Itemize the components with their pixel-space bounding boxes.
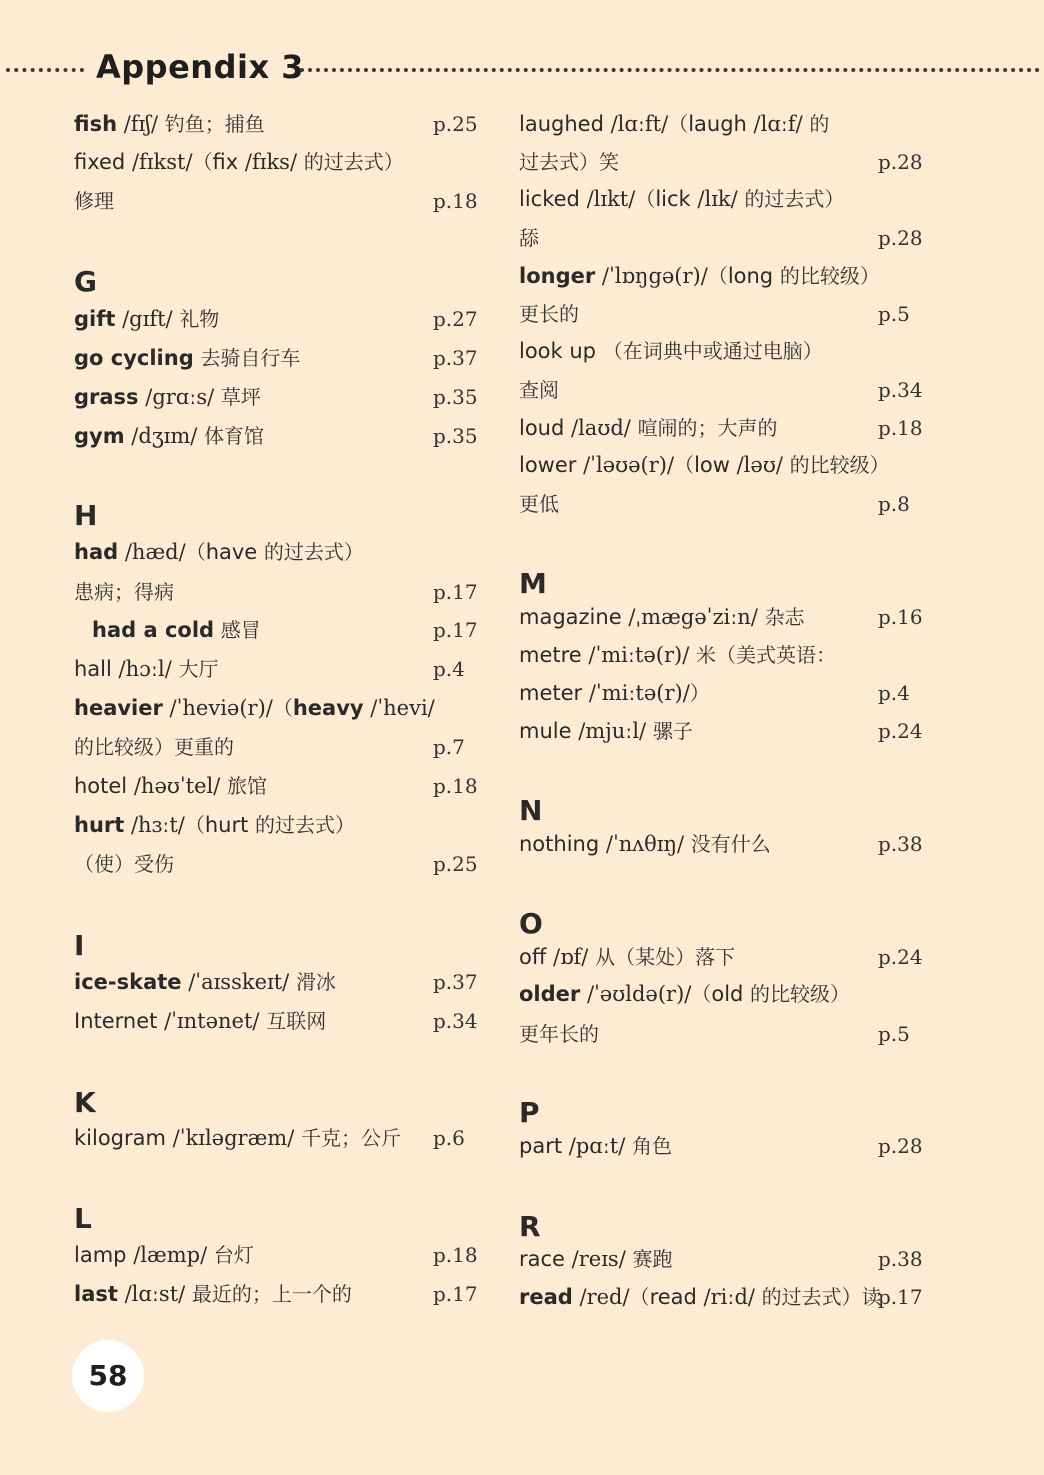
definition: 礼物 <box>179 307 220 331</box>
bracket: （ <box>192 150 213 174</box>
section-letter-m: M <box>519 567 547 600</box>
headword: older <box>519 982 581 1006</box>
headword: read <box>519 1285 573 1309</box>
definition: 的比较级） <box>789 453 890 477</box>
definition: 台灯 <box>213 1243 254 1267</box>
phonetic: /lɑːst/ <box>124 1282 186 1306</box>
headword: race <box>519 1247 565 1271</box>
page-ref: p.28 <box>878 150 923 174</box>
entry-hurt-cont <box>74 846 484 882</box>
headword: last <box>74 1282 118 1306</box>
page-ref: p.16 <box>878 605 923 629</box>
phonetic: /riːd/ <box>703 1285 755 1309</box>
section-letter-g: G <box>74 265 97 298</box>
page-ref: p.35 <box>433 385 478 409</box>
page-ref: p.34 <box>878 378 923 402</box>
entry-meter <box>519 675 929 711</box>
entry-read <box>519 1279 929 1315</box>
entry-lamp <box>74 1237 484 1273</box>
page-ref: p.38 <box>878 832 923 856</box>
phonetic: /fɪʃ/ <box>123 112 159 136</box>
entry-heavier <box>74 690 484 726</box>
headword: lamp <box>74 1243 127 1267</box>
definition: 的过去式） <box>263 540 364 564</box>
entry-gym <box>74 418 484 454</box>
phonetic: /ˈləʊə(r)/ <box>583 453 675 477</box>
definition: 查阅 <box>519 378 559 402</box>
page-ref: p.18 <box>433 774 478 798</box>
entry-part <box>519 1128 929 1164</box>
page-ref: p.24 <box>878 945 923 969</box>
phonetic: /ˈaɪsskeɪt/ <box>188 970 290 994</box>
headword-ref: hurt <box>204 813 249 837</box>
definition: 的过去式） <box>744 187 845 211</box>
phonetic: /ˈəʊldə(r)/ <box>586 982 692 1006</box>
entry-hotel <box>74 768 484 804</box>
page-ref: p.5 <box>878 302 910 326</box>
entry-fixed-cont <box>74 183 484 219</box>
bracket: （ <box>629 1285 650 1309</box>
headword: hall <box>74 657 112 681</box>
phonetic: /lɑːf/ <box>753 112 803 136</box>
definition: 体育馆 <box>204 424 265 448</box>
headword: meter <box>519 681 583 705</box>
definition: 的 <box>809 112 830 136</box>
entry-laughed-cont <box>519 144 929 180</box>
page-ref: p.18 <box>433 189 478 213</box>
phonetic: /həʊˈtel/ <box>133 774 221 798</box>
section-letter-l: L <box>74 1202 92 1235</box>
definition: ） <box>689 681 710 705</box>
headword-ref: heavy <box>292 696 364 720</box>
page-ref: p.38 <box>878 1247 923 1271</box>
headword: gift <box>74 307 116 331</box>
phonetic: /dʒɪm/ <box>131 424 198 448</box>
entry-hurt <box>74 807 484 843</box>
bracket: （ <box>635 187 656 211</box>
page-ref: p.25 <box>433 852 478 876</box>
entry-off <box>519 939 929 975</box>
headword: longer <box>519 264 596 288</box>
entry-ice-skate <box>74 964 484 1000</box>
phonetic: /ˈlɒŋgə(r)/ <box>601 264 708 288</box>
headword: had <box>74 540 119 564</box>
definition: 的比较级）更重的 <box>74 735 234 759</box>
headword: kilogram <box>74 1126 166 1150</box>
definition: 的比较级） <box>750 982 851 1006</box>
phonetic: /grɑːs/ <box>145 385 215 409</box>
phonetic: /ˈmiːtə(r)/ <box>588 643 690 667</box>
entry-gift <box>74 301 484 337</box>
phonetic: /gɪft/ <box>122 307 173 331</box>
definition: 的过去式） <box>303 150 404 174</box>
page-ref: p.27 <box>433 307 478 331</box>
headword: mule <box>519 719 572 743</box>
page-ref: p.4 <box>433 657 465 681</box>
headword: nothing <box>519 832 600 856</box>
bracket: （ <box>674 453 695 477</box>
definition: 角色 <box>632 1134 673 1158</box>
phonetic: /hɔːl/ <box>118 657 172 681</box>
phonetic: /lɑːft/ <box>610 112 669 136</box>
page-ref: p.28 <box>878 1134 923 1158</box>
entry-licked-cont <box>519 220 929 256</box>
headword: heavier <box>74 696 163 720</box>
entry-longer-cont <box>519 296 929 332</box>
entry-licked <box>519 181 929 217</box>
page-ref: p.7 <box>433 735 465 759</box>
page-ref: p.25 <box>433 112 478 136</box>
phonetic: /reɪs/ <box>571 1247 626 1271</box>
phonetic: /laʊd/ <box>571 416 631 440</box>
section-letter-h: H <box>74 499 98 532</box>
phonetic: /pɑːt/ <box>568 1134 626 1158</box>
definition: 赛跑 <box>632 1247 673 1271</box>
headword: fixed <box>74 150 126 174</box>
definition: 没有什么 <box>690 832 771 856</box>
definition: 滑冰 <box>295 970 336 994</box>
page-ref: p.18 <box>878 416 923 440</box>
entry-longer <box>519 258 929 294</box>
entry-fish <box>74 106 484 142</box>
entry-internet <box>74 1003 484 1039</box>
definition: 米（美式英语： <box>696 643 836 667</box>
entry-metre <box>519 637 929 673</box>
bracket: （ <box>668 112 689 136</box>
definition: 更低 <box>519 492 559 516</box>
definition: 喧闹的；大声的 <box>637 416 778 440</box>
definition: （在词典中或通过电脑） <box>602 339 823 363</box>
entry-grass <box>74 379 484 415</box>
entry-had <box>74 534 484 570</box>
phonetic: /ˈɪntənet/ <box>164 1009 260 1033</box>
definition: 的过去式） <box>255 813 356 837</box>
entry-fixed <box>74 144 484 180</box>
entry-race <box>519 1241 929 1277</box>
phonetic: /hæd/ <box>124 540 186 564</box>
phonetic: /fɪks/ <box>244 150 298 174</box>
entry-magazine <box>519 599 929 635</box>
phonetic: /lɪk/ <box>697 187 738 211</box>
entry-had-cont <box>74 574 484 610</box>
headword: look up <box>519 339 597 363</box>
phonetic: /fɪkst/ <box>131 150 193 174</box>
phonetic: /ˈhevi/ <box>370 696 435 720</box>
headword: off <box>519 945 547 969</box>
page-ref: p.17 <box>433 580 478 604</box>
entry-nothing <box>519 826 929 862</box>
phonetic: /lɪkt/ <box>586 187 636 211</box>
headword-ref: fix <box>212 150 239 174</box>
section-letter-o: O <box>519 907 543 940</box>
definition: 更年长的 <box>519 1022 599 1046</box>
bracket: （ <box>184 813 205 837</box>
headword-ref: low <box>694 453 730 477</box>
phonetic: /mjuːl/ <box>578 719 647 743</box>
page-number-badge: 58 <box>72 1340 144 1412</box>
headword: hurt <box>74 813 125 837</box>
page-ref: p.28 <box>878 226 923 250</box>
headword: magazine <box>519 605 622 629</box>
headword-ref: laugh <box>688 112 747 136</box>
section-letter-k: K <box>74 1086 96 1119</box>
definition: 感冒 <box>220 618 261 642</box>
definition: 修理 <box>74 189 114 213</box>
definition: 互联网 <box>266 1009 327 1033</box>
definition: 去骑自行车 <box>200 346 301 370</box>
page-ref: p.35 <box>433 424 478 448</box>
section-letter-r: R <box>519 1210 541 1243</box>
phonetic: /ˈnʌθɪŋ/ <box>605 832 685 856</box>
phonetic: /ˈmiːtə(r)/ <box>588 681 690 705</box>
definition: 大厅 <box>178 657 219 681</box>
phonetic: /red/ <box>579 1285 630 1309</box>
definition: 的过去式）读 <box>761 1285 882 1309</box>
page-title: Appendix 3 <box>96 48 304 86</box>
section-letter-i: I <box>74 929 85 962</box>
headword-ref: old <box>711 982 744 1006</box>
page-ref: p.18 <box>433 1243 478 1267</box>
page-ref: p.17 <box>433 1282 478 1306</box>
definition: 最近的；上一个的 <box>191 1282 352 1306</box>
bracket: （ <box>272 696 293 720</box>
phonetic: /læmp/ <box>133 1243 208 1267</box>
page-ref: p.24 <box>878 719 923 743</box>
entry-mule <box>519 713 929 749</box>
phonetic: /ˈkɪləgræm/ <box>172 1126 295 1150</box>
section-letter-n: N <box>519 794 543 827</box>
entry-last <box>74 1276 484 1312</box>
entry-hall <box>74 651 484 687</box>
section-letter-p: P <box>519 1096 540 1129</box>
entry-lower-cont <box>519 486 929 522</box>
headword: gym <box>74 424 125 448</box>
definition: 旅馆 <box>227 774 268 798</box>
entry-loud <box>519 410 929 446</box>
headword: fish <box>74 112 118 136</box>
page-ref: p.37 <box>433 346 478 370</box>
headword: lower <box>519 453 577 477</box>
entry-had-a-cold <box>74 612 484 648</box>
page-ref: p.17 <box>878 1285 923 1309</box>
headword: metre <box>519 643 582 667</box>
page-header <box>0 42 1044 98</box>
definition: 患病；得病 <box>74 580 174 604</box>
definition: 更长的 <box>519 302 579 326</box>
headword: go cycling <box>74 346 194 370</box>
definition: 草坪 <box>220 385 261 409</box>
dotted-rule-left <box>6 68 84 72</box>
definition: 舔 <box>519 226 539 250</box>
page-ref: p.17 <box>433 618 478 642</box>
headword: part <box>519 1134 563 1158</box>
phonetic: /ləʊ/ <box>736 453 783 477</box>
headword: licked <box>519 187 580 211</box>
page-ref: p.4 <box>878 681 910 705</box>
page-ref: p.5 <box>878 1022 910 1046</box>
phonetic: /ˌmægəˈziːn/ <box>628 605 758 629</box>
phonetic: /ɒf/ <box>553 945 589 969</box>
phonetic: /hɜːt/ <box>130 813 185 837</box>
headword-ref: lick <box>655 187 691 211</box>
entry-older <box>519 976 929 1012</box>
headword: had a cold <box>92 618 215 642</box>
definition: 杂志 <box>764 605 805 629</box>
entry-kilogram <box>74 1120 484 1156</box>
definition: 钓鱼；捕鱼 <box>164 112 265 136</box>
page-ref: p.8 <box>878 492 910 516</box>
definition: 的比较级） <box>779 264 880 288</box>
entry-go-cycling <box>74 340 484 376</box>
headword: hotel <box>74 774 128 798</box>
bracket: （ <box>691 982 712 1006</box>
dotted-rule-right <box>300 68 1040 72</box>
entry-heavier-cont <box>74 729 484 765</box>
page-ref: p.6 <box>433 1126 465 1150</box>
page-ref: p.37 <box>433 970 478 994</box>
entry-lower <box>519 447 929 483</box>
entry-laughed <box>519 106 929 142</box>
headword: grass <box>74 385 139 409</box>
bracket: （ <box>185 540 206 564</box>
bracket: （ <box>707 264 728 288</box>
phonetic: /ˈheviə(r)/ <box>169 696 273 720</box>
definition: 千克；公斤 <box>301 1126 401 1150</box>
headword-ref: have <box>205 540 258 564</box>
headword: ice-skate <box>74 970 182 994</box>
headword: loud <box>519 416 565 440</box>
headword: laughed <box>519 112 604 136</box>
definition: （使）受伤 <box>74 852 174 876</box>
entry-look-up-cont <box>519 372 929 408</box>
headword: Internet <box>74 1009 158 1033</box>
entry-look-up <box>519 333 929 369</box>
headword-ref: read <box>649 1285 697 1309</box>
headword-ref: long <box>727 264 774 288</box>
entry-older-cont <box>519 1016 929 1052</box>
page-ref: p.34 <box>433 1009 478 1033</box>
definition: 过去式）笑 <box>519 150 619 174</box>
definition: 骡子 <box>652 719 693 743</box>
definition: 从（某处）落下 <box>595 945 736 969</box>
